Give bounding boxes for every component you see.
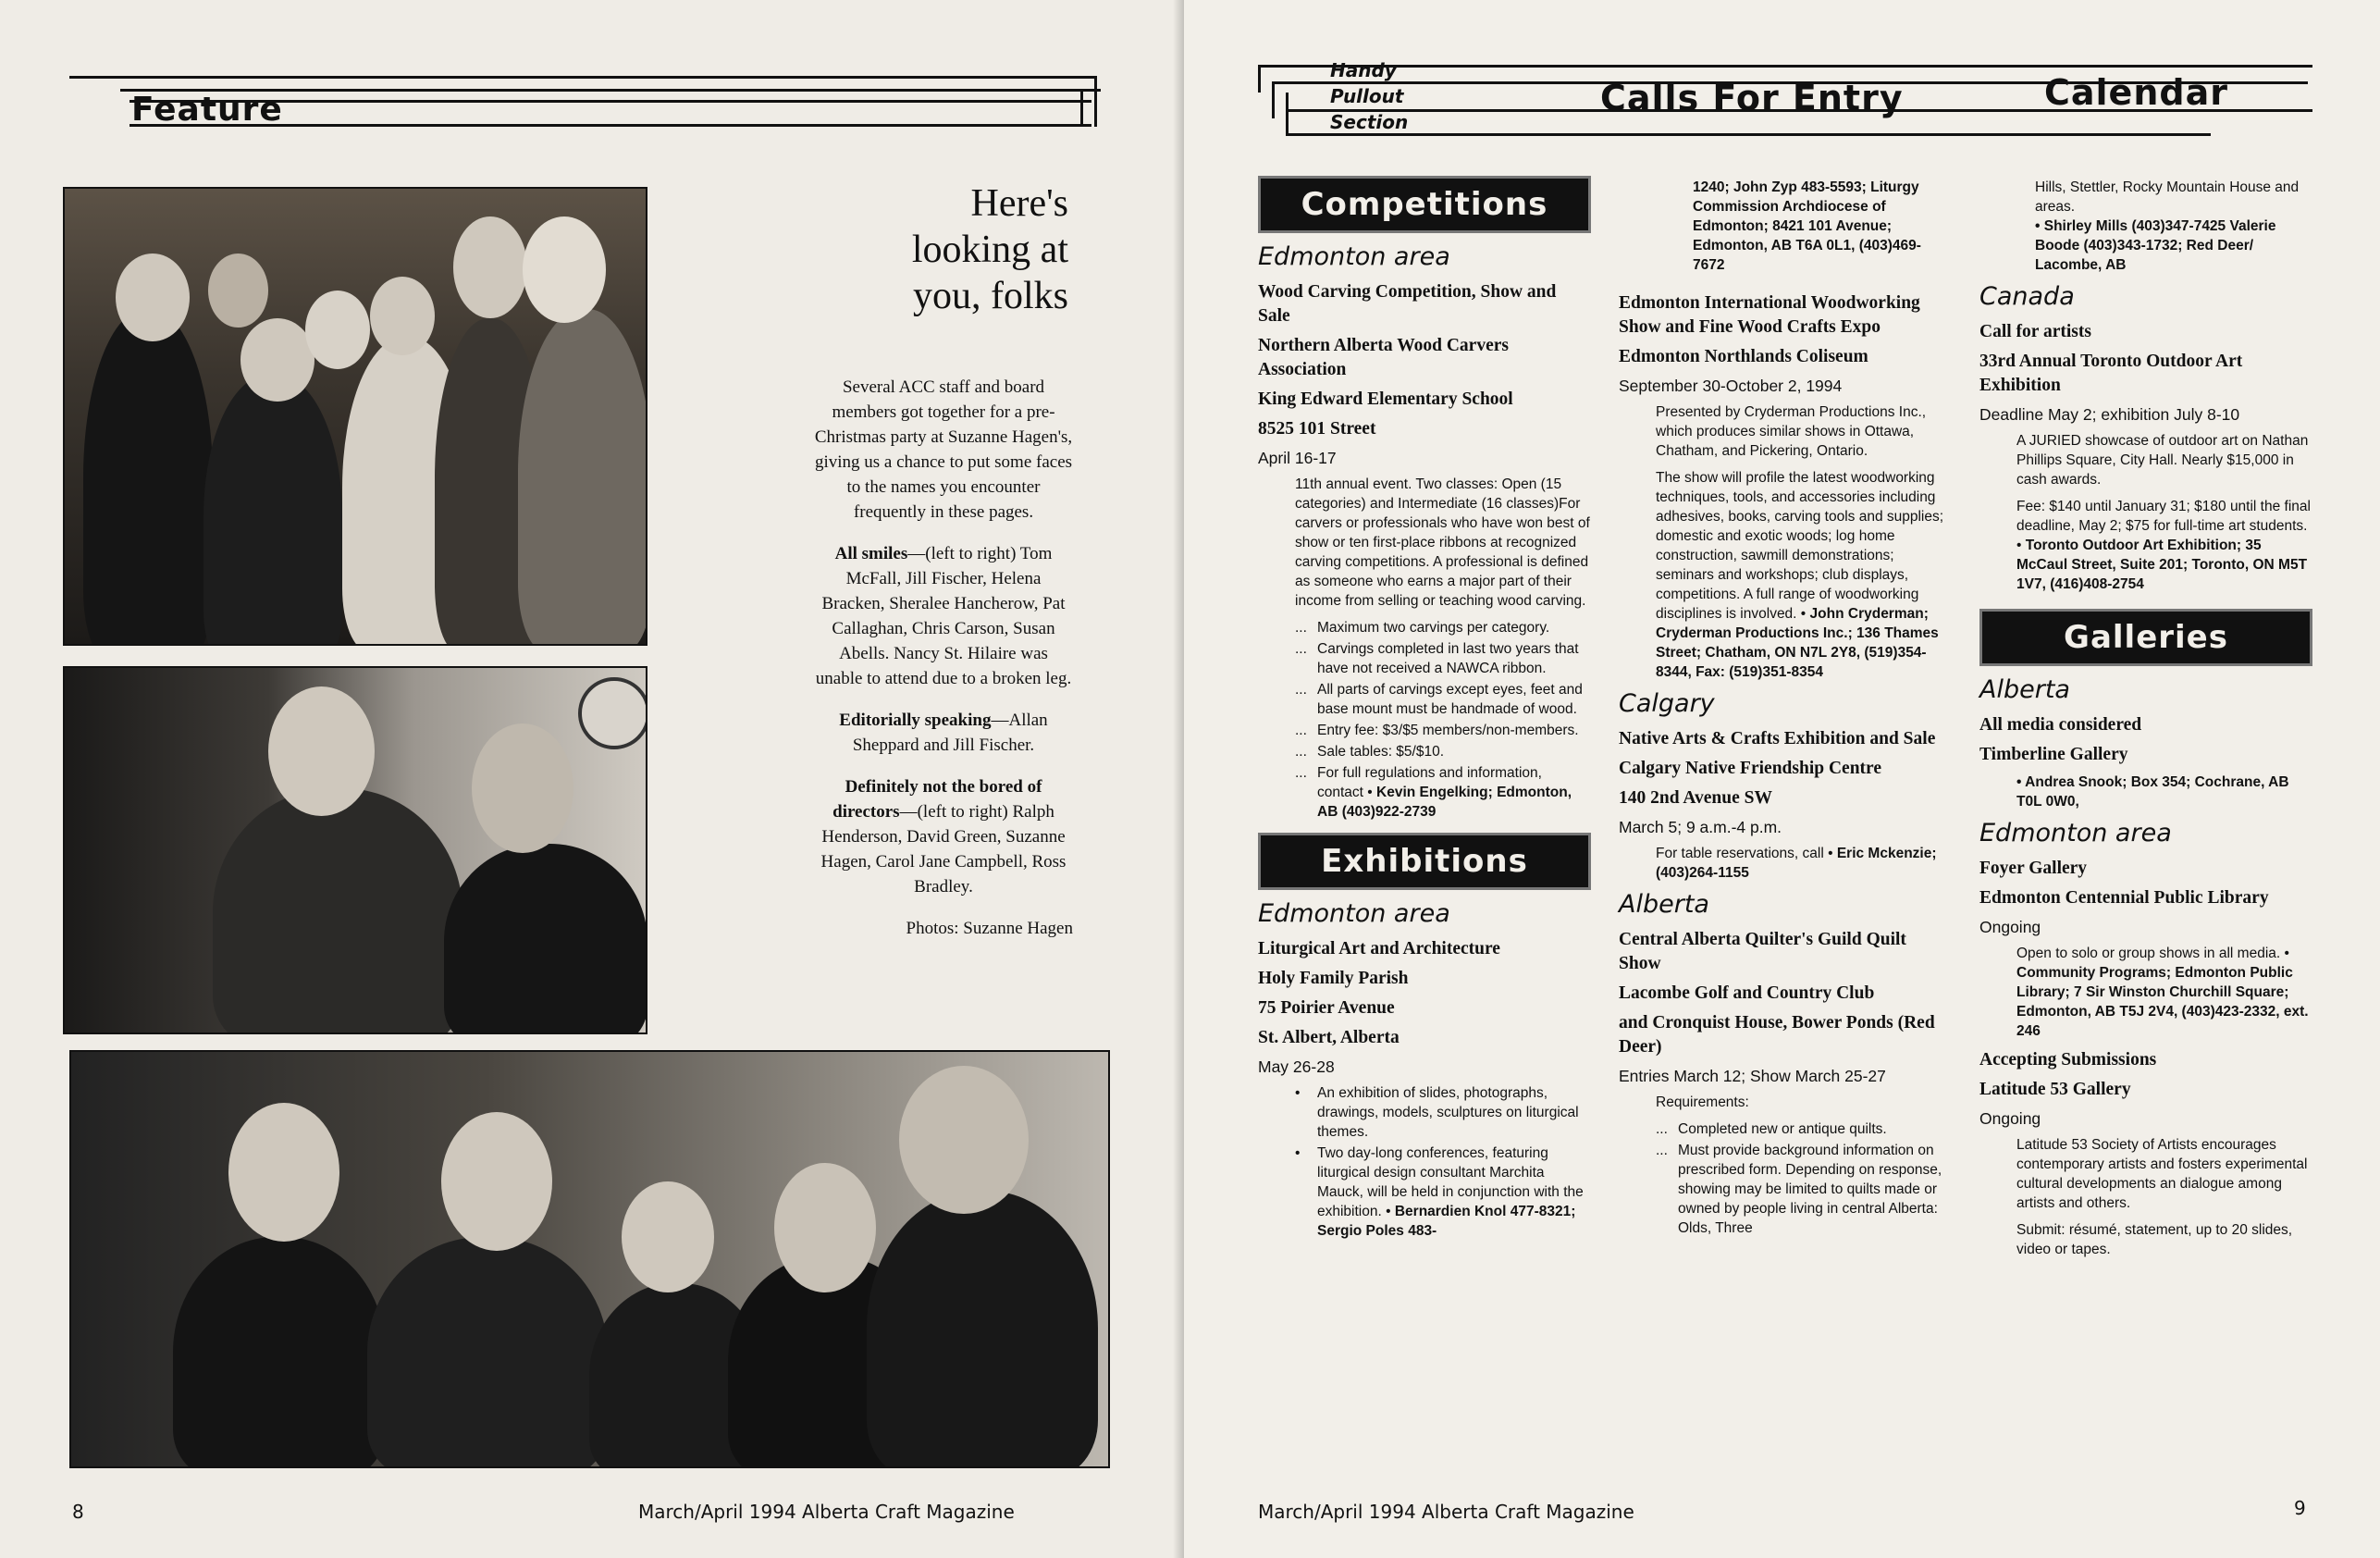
entry-date: March 5; 9 a.m.-4 p.m.: [1619, 818, 1782, 836]
column-1: [1258, 176, 1591, 1243]
contact-info: Bernardien Knol 477-8321; Sergio Poles 483-: [1317, 1204, 1576, 1239]
entry-bullet: [1295, 1144, 1591, 1241]
intro-paragraph: Several ACC staff and board members got together for a pre-Christmas party at Suzanne Hagen's, giving us a chance to put some faces to the names you encounter frequently in these pages.: [814, 377, 1073, 522]
caption-text: —(left to right) Tom McFall, Jill Fischer, Helena Bracken, Sheralee Hancherow, Pat Callaghan, Chris Carson, Susan Abells. Nancy St. Hilaire was unable to attend due to a broken leg.: [815, 544, 1072, 688]
entry-line: 75 Poirier Avenue: [1258, 998, 1395, 1018]
bullet-text: Carvings completed in last two years that have not received a NAWCA ribbon.: [1317, 641, 1579, 676]
party-photo-group: [63, 187, 647, 646]
entry-bullet: [1656, 1119, 1952, 1139]
caption-lead: Editorially speaking: [839, 711, 992, 730]
bullet-mark: ...: [1295, 620, 1307, 636]
bullet-mark: ...: [1295, 682, 1307, 698]
page-number: 9: [2294, 1497, 2306, 1519]
contact-info: Community Programs; Edmonton Public Library; 7 Sir Winston Churchill Square; Edmonton, AB T5J 2V4, (403)423-2332, ext. 246: [2016, 965, 2309, 1039]
entry-line: 140 2nd Avenue SW: [1619, 788, 1772, 808]
entry-line: All media considered: [1979, 715, 2142, 735]
entry-date: Deadline May 2; exhibition July 8-10: [1979, 405, 2240, 424]
entry-description: [1656, 844, 1952, 883]
entry-bullet: [1656, 1141, 1952, 1238]
region-heading: Edmonton area: [1258, 899, 1450, 928]
bullet-mark: ...: [1295, 641, 1307, 657]
tab-line: Section: [1330, 111, 1409, 133]
contact-info: Toronto Outdoor Art Exhibition; 35 McCaul Street, Suite 201; Toronto, ON M5T 1V7, (416)408-2754: [2016, 538, 2308, 592]
entry-date: April 16-17: [1258, 449, 1337, 467]
entry-description: Submit: résumé, statement, up to 20 slides, video or tapes.: [2016, 1222, 2293, 1257]
region-heading: Edmonton area: [1979, 819, 2172, 847]
region-heading: Edmonton area: [1258, 242, 1450, 271]
continued-text: Hills, Stettler, Rocky Mountain House and areas.: [2035, 179, 2300, 215]
entry-bullet: [1295, 639, 1591, 678]
headline-line: Here's: [970, 182, 1068, 225]
bullet-mark: ...: [1295, 723, 1307, 738]
bullet-text: Two day-long conferences, featuring liturgical design consultant Marchita Mauck, will be held in conjunction with the exhibition. •: [1317, 1145, 1584, 1219]
entry-description: [2016, 497, 2312, 594]
right-page: [1184, 0, 2380, 1558]
entry-line: and Cronquist House, Bower Ponds (Red Deer): [1619, 1013, 1935, 1057]
entry-line: Call for artists: [1979, 322, 2091, 341]
header-rule: [1080, 89, 1083, 126]
contact-info: Kevin Engelking; Edmonton, AB (403)922-2739: [1317, 785, 1572, 820]
party-photo-editors: [63, 666, 647, 1034]
contact-info: Eric Mckenzie; (403)264-1155: [1656, 846, 1937, 881]
entry-bullet: [1295, 742, 1591, 761]
entry-description: Latitude 53 Society of Artists encourages contemporary artists and fosters experimental cultural developments an dialogue among artists and others.: [2016, 1137, 2308, 1211]
entry-line: Latitude 53 Gallery: [1979, 1080, 2131, 1099]
bullet-text: Must provide background information on prescribed form. Depending on response, showing may be limited to quilts made or owned by people living in central Alberta: Olds, Three: [1678, 1143, 1942, 1236]
header-rule: [69, 76, 1096, 79]
tab-line: Handy: [1330, 59, 1397, 81]
caption-editorially: [814, 708, 1073, 758]
entry-line: 8525 101 Street: [1258, 419, 1376, 439]
bullet-text: An exhibition of slides, photographs, drawings, models, sculptures on liturgical themes.: [1317, 1085, 1579, 1140]
page-footer: March/April 1994 Alberta Craft Magazine: [638, 1501, 1015, 1523]
bullet-text: For full regulations and information, contact •: [1317, 765, 1542, 800]
header-rule: [1272, 81, 1275, 118]
description-text: For table reservations, call •: [1656, 846, 1833, 861]
entry-description: [2016, 944, 2312, 1041]
banner-competitions: Competitions: [1258, 176, 1591, 233]
column-2: [1619, 178, 1952, 1240]
bullet-mark: •: [1295, 1145, 1301, 1161]
entry-bullet: [1295, 1083, 1591, 1142]
header-rule: [1258, 65, 2312, 68]
caption-directors: [814, 774, 1073, 899]
caption-text: —(left to right) Ralph Henderson, David Green, Suzanne Hagen, Carol Jane Campbell, Ross Bradley.: [820, 802, 1067, 896]
bullet-text: Entry fee: $3/$5 members/non-members.: [1317, 723, 1579, 738]
entry-line: Edmonton International Woodworking Show and Fine Wood Crafts Expo: [1619, 293, 1920, 337]
column-3: [1979, 178, 2312, 1267]
tab-label: [1330, 57, 1408, 135]
entry-line: Native Arts & Crafts Exhibition and Sale: [1619, 729, 1936, 748]
section-title: Calls For Entry: [1600, 78, 1904, 118]
entry-date: Ongoing: [1979, 918, 2041, 936]
page-footer: March/April 1994 Alberta Craft Magazine: [1258, 1501, 1634, 1523]
entry-bullet: [1295, 618, 1591, 637]
entry-line: Accepting Submissions: [1979, 1050, 2157, 1070]
banner-galleries: Galleries: [1979, 609, 2312, 666]
entry-line: St. Albert, Alberta: [1258, 1028, 1400, 1047]
header-rule: [1286, 133, 2211, 136]
contact-info: John Cryderman; Cryderman Productions Inc.; 136 Thames Street; Chatham, ON N7L 2Y8, (519)354-8344, Fax: (519)351-8354: [1656, 606, 1939, 680]
region-heading: Calgary: [1619, 689, 1715, 718]
region-heading: Alberta: [1619, 890, 1709, 919]
entry-description: 11th annual event. Two classes: Open (15 categories) and Intermediate (16 classes)For carvers or professionals who have won best of show or ten first-place ribbons at recognized carving competitions. A professional is defined as someone who earns a major part of their income from selling or teaching wood carving.: [1295, 476, 1590, 609]
description-text: Fee: $140 until January 31; $180 until the final deadline, May 2; $75 for full-time art students. •: [2016, 499, 2311, 553]
entry-description: [1656, 468, 1952, 682]
entry-date: Entries March 12; Show March 25-27: [1619, 1067, 1886, 1085]
left-page: [0, 0, 1184, 1558]
header-rule: [1258, 65, 1261, 93]
entry-date: September 30-October 2, 1994: [1619, 377, 1843, 395]
entry-line: Edmonton Centennial Public Library: [1979, 888, 2269, 908]
entry-line: Edmonton Northlands Coliseum: [1619, 347, 1868, 366]
bullet-mark: ...: [1656, 1143, 1668, 1158]
feature-headline: [777, 180, 1068, 319]
tab-line: Pullout: [1330, 85, 1404, 107]
entry-bullet: [1295, 763, 1591, 822]
header-rule: [1094, 76, 1097, 127]
description-text: Open to solo or group shows in all media. •: [2016, 946, 2289, 961]
caption-lead: All smiles: [834, 544, 908, 563]
region-heading: Canada: [1979, 282, 2075, 311]
contact-info: • Shirley Mills (403)347-7425 Valerie Boode (403)343-1732; Red Deer/ Lacombe, AB: [2035, 218, 2276, 273]
page-number: 8: [72, 1501, 84, 1523]
contact-info: • Andrea Snook; Box 354; Cochrane, AB T0L 0W0,: [2016, 774, 2289, 810]
entry-line: Lacombe Golf and Country Club: [1619, 983, 1875, 1003]
feature-body: [814, 375, 1073, 958]
caption-all-smiles: [814, 541, 1073, 691]
entry-line: Calgary Native Friendship Centre: [1619, 759, 1881, 778]
entry-line: Holy Family Parish: [1258, 969, 1409, 988]
header-rule: [1286, 93, 1289, 136]
bullet-mark: ...: [1295, 765, 1307, 781]
continued-contact: 1240; John Zyp 483-5593; Liturgy Commission Archdiocese of Edmonton; 8421 101 Avenue; Edmonton, AB T6A 0L1, (403)469-7672: [1693, 179, 1921, 273]
bullet-mark: ...: [1295, 744, 1307, 760]
bullet-text: Maximum two carvings per category.: [1317, 620, 1550, 636]
caption-text: —Allan Sheppard and Jill Fischer.: [852, 711, 1048, 755]
entry-line: King Edward Elementary School: [1258, 390, 1513, 409]
party-photo-directors: [69, 1050, 1110, 1468]
bullet-text: All parts of carvings except eyes, feet and base mount must be handmade of wood.: [1317, 682, 1583, 717]
entry-description: Presented by Cryderman Productions Inc., which produces similar shows in Ottawa, Chatham, and Pickering, Ontario.: [1656, 404, 1927, 459]
bullet-text: Completed new or antique quilts.: [1678, 1121, 1887, 1137]
bullet-text: Sale tables: $5/$10.: [1317, 744, 1445, 760]
entry-line: Northern Alberta Wood Carvers Association: [1258, 336, 1509, 379]
entry-bullet: [1295, 721, 1591, 740]
headline-line: you, folks: [913, 275, 1068, 317]
headline-line: looking at: [911, 229, 1068, 271]
entry-description: Requirements:: [1656, 1094, 1749, 1110]
entry-description: A JURIED showcase of outdoor art on Nathan Phillips Square, City Hall. Nearly $15,000 in cash awards.: [2016, 433, 2309, 488]
section-title: Calendar: [2044, 72, 2228, 113]
bullet-mark: ...: [1656, 1121, 1668, 1137]
entry-bullet: [1295, 680, 1591, 719]
region-heading: Alberta: [1979, 675, 2070, 704]
entry-line: Timberline Gallery: [1979, 745, 2128, 764]
entry-line: Central Alberta Quilter's Guild Quilt Show: [1619, 930, 1906, 973]
photo-credit: Photos: Suzanne Hagen: [906, 919, 1073, 938]
banner-exhibitions: Exhibitions: [1258, 833, 1591, 890]
entry-line: Liturgical Art and Architecture: [1258, 939, 1500, 958]
entry-line: 33rd Annual Toronto Outdoor Art Exhibition: [1979, 352, 2243, 395]
caption-lead: Definitely not the bored of directors: [832, 777, 1042, 822]
bullet-mark: •: [1295, 1085, 1301, 1101]
entry-date: Ongoing: [1979, 1109, 2041, 1128]
description-text: The show will profile the latest woodworking techniques, tools, and accessories including adhesives, books, carving tools and supplies; domestic and exotic woods; log home construction, sawmill demonstrations; seminars and workshops; club displays, competitions. A full range of woodworking disciplines is involved. •: [1656, 470, 1944, 622]
entry-line: Foyer Gallery: [1979, 859, 2088, 878]
entry-date: May 26-28: [1258, 1057, 1335, 1076]
section-title: Feature: [131, 91, 283, 129]
entry-line: Wood Carving Competition, Show and Sale: [1258, 282, 1557, 326]
